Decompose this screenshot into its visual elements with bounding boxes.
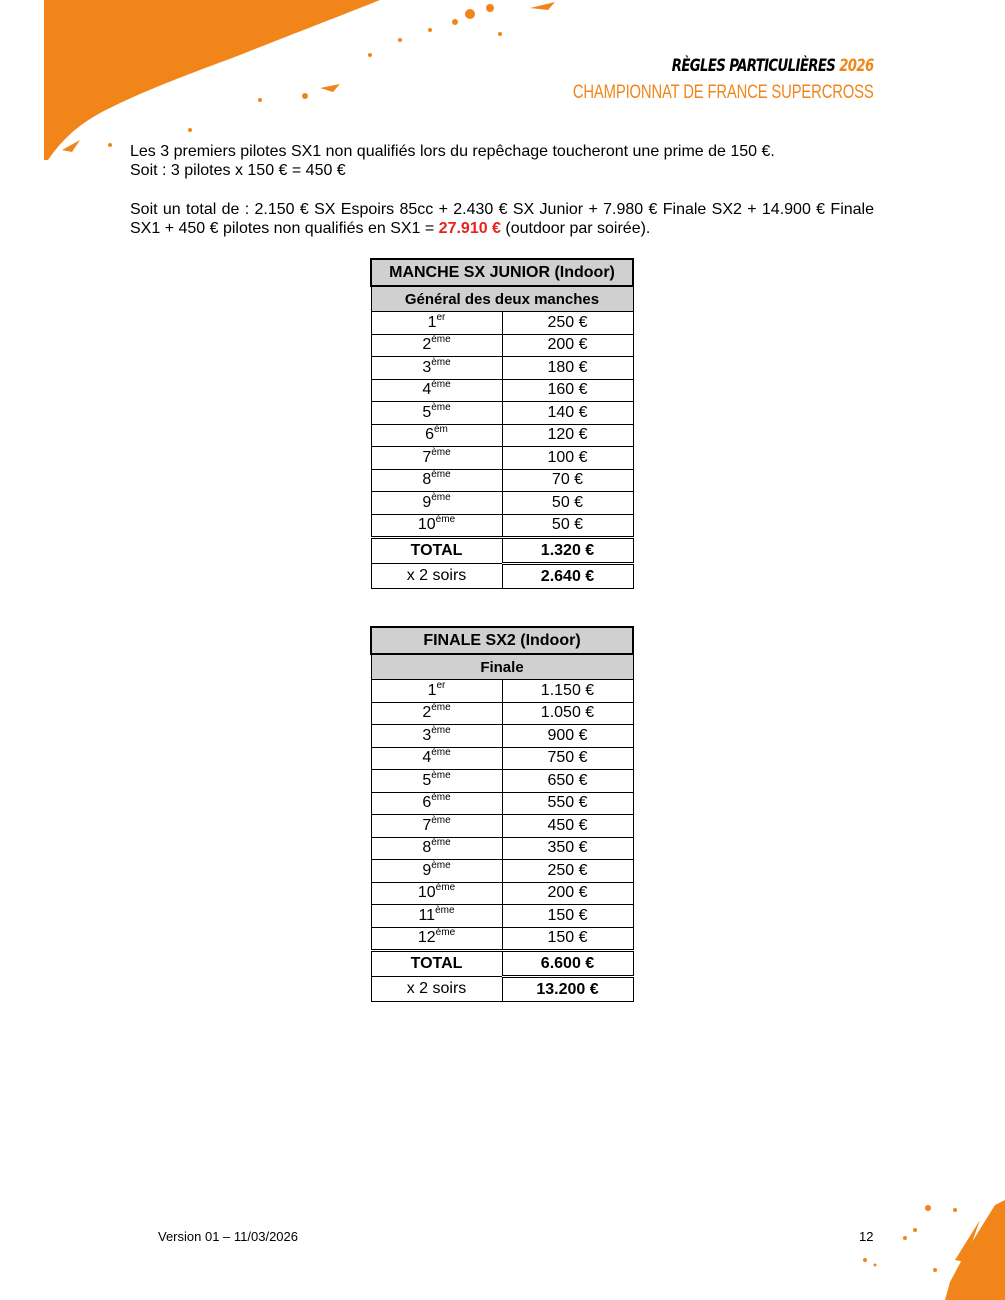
table-row [371, 815, 633, 838]
rank-suffix: er [436, 679, 446, 691]
rank-number: 12 [417, 929, 436, 947]
rank-suffix: èm [434, 424, 448, 436]
prize-value: 350 € [502, 837, 633, 860]
rank-cell [371, 837, 502, 860]
header-title-year: 2026 [839, 56, 874, 76]
rank-number: 2 [422, 336, 432, 354]
rank-number: 1 [427, 681, 437, 699]
rank-suffix: ème [431, 769, 451, 781]
soirs-label: x 2 soirs [371, 977, 502, 1002]
total-value: 1.320 € [502, 538, 633, 564]
table-row [371, 905, 633, 928]
total-value: 6.600 € [502, 951, 633, 977]
table-row [371, 882, 633, 905]
table-title: FINALE SX2 (Indoor) [371, 627, 633, 654]
prize-value: 140 € [502, 402, 633, 425]
rank-cell [371, 312, 502, 335]
rank-cell [371, 792, 502, 815]
soirs-label: x 2 soirs [371, 564, 502, 589]
table-manche-sx-junior [370, 258, 634, 589]
prize-value: 750 € [502, 747, 633, 770]
table-body [371, 259, 633, 312]
table-row [371, 680, 633, 703]
rank-number: 8 [422, 471, 432, 489]
rank-cell [371, 882, 502, 905]
prize-value: 100 € [502, 447, 633, 470]
table-title: MANCHE SX JUNIOR (Indoor) [371, 259, 633, 286]
prize-value: 550 € [502, 792, 633, 815]
table-rows [371, 680, 633, 951]
table-row [371, 770, 633, 793]
rank-suffix: ème [431, 724, 451, 736]
rank-suffix: ème [435, 927, 456, 939]
rank-number: 9 [422, 493, 432, 511]
prize-value: 1.050 € [502, 702, 633, 725]
rank-number: 10 [417, 516, 436, 534]
rank-number: 7 [422, 816, 432, 834]
table-row [371, 379, 633, 402]
prize-value: 450 € [502, 815, 633, 838]
rank-number: 3 [422, 726, 432, 744]
table-row [371, 702, 633, 725]
prize-value: 250 € [502, 312, 633, 335]
footer-version: Version 01 – 11/03/2026 [158, 1229, 298, 1244]
rank-number: 2 [422, 704, 432, 722]
rank-cell [371, 424, 502, 447]
rank-number: 9 [422, 861, 432, 879]
rank-cell [371, 905, 502, 928]
rank-suffix: ème [431, 837, 451, 849]
rank-suffix: ème [435, 514, 456, 526]
table-finale-sx2 [370, 626, 634, 1002]
header-subtitle: CHAMPIONNAT DE FRANCE SUPERCROSS [573, 82, 874, 103]
rank-number: 1 [427, 313, 437, 331]
rank-suffix: ème [435, 904, 455, 916]
rank-suffix: ème [431, 356, 451, 368]
rank-number: 6 [425, 426, 434, 444]
prize-value: 150 € [502, 905, 633, 928]
prize-value: 120 € [502, 424, 633, 447]
paragraph-total [130, 200, 874, 238]
table-footer [371, 538, 633, 589]
table-subtitle: Général des deux manches [371, 286, 633, 312]
rank-number: 5 [422, 403, 432, 421]
rank-cell [371, 469, 502, 492]
rank-number: 6 [422, 794, 432, 812]
prize-value: 150 € [502, 927, 633, 951]
rank-cell [371, 860, 502, 883]
rank-number: 3 [422, 358, 432, 376]
total-label: TOTAL [371, 951, 502, 977]
table-row [371, 837, 633, 860]
total-label: TOTAL [371, 538, 502, 564]
rank-cell [371, 747, 502, 770]
table-row [371, 927, 633, 951]
rank-cell [371, 927, 502, 951]
rank-suffix: ème [431, 747, 451, 759]
table-row [371, 725, 633, 748]
prize-value: 900 € [502, 725, 633, 748]
prize-value: 200 € [502, 882, 633, 905]
header-title-main: RÈGLES PARTICULIÈRES [672, 56, 836, 76]
rank-number: 11 [418, 906, 436, 924]
rank-suffix: ème [431, 792, 451, 804]
table-rows [371, 312, 633, 538]
rank-suffix: ème [435, 882, 456, 894]
orange-brush-splash-bottom [805, 1190, 1005, 1300]
rank-suffix: ème [431, 379, 451, 391]
table-body [371, 627, 633, 680]
rank-cell [371, 770, 502, 793]
rank-cell [371, 725, 502, 748]
header-title [573, 56, 874, 76]
rank-cell [371, 379, 502, 402]
table-row [371, 312, 633, 335]
rank-cell [371, 447, 502, 470]
table-row [371, 860, 633, 883]
rank-cell [371, 402, 502, 425]
rank-number: 8 [422, 839, 432, 857]
prize-value: 200 € [502, 334, 633, 357]
prize-value: 50 € [502, 514, 633, 538]
paragraph-line: Les 3 premiers pilotes SX1 non qualifiés lors du repêchage toucheront une prime de 150 €. [130, 143, 775, 160]
table-row [371, 792, 633, 815]
rank-suffix: ème [431, 469, 451, 481]
prize-value: 650 € [502, 770, 633, 793]
page-number: 12 [859, 1229, 874, 1244]
paragraph-total-suffix: (outdoor par soirée). [500, 220, 651, 237]
rank-cell [371, 334, 502, 357]
prize-value: 160 € [502, 379, 633, 402]
table-row [371, 402, 633, 425]
table-row [371, 424, 633, 447]
prize-value: 250 € [502, 860, 633, 883]
rank-cell [371, 702, 502, 725]
rank-number: 5 [422, 771, 432, 789]
table-row [371, 357, 633, 380]
table-subtitle: Finale [371, 654, 633, 680]
table-row [371, 469, 633, 492]
total-amount-highlight: 27.910 € [438, 220, 501, 237]
table-row [371, 747, 633, 770]
rank-suffix: er [436, 311, 446, 323]
paragraph-total-text: Soit un total de : 2.150 € SX Espoirs 85cc + 2.430 € SX Junior + 7.980 € Finale SX2 + 14.900 € Finale SX1 + 450 € pilotes non qualifiés en SX1 = [130, 201, 874, 237]
rank-suffix: ème [431, 814, 451, 826]
rank-number: 4 [422, 749, 432, 767]
rank-suffix: ème [431, 702, 451, 714]
soirs-value: 13.200 € [502, 977, 633, 1002]
rank-suffix: ème [431, 446, 451, 458]
rank-number: 10 [417, 884, 436, 902]
rank-cell [371, 492, 502, 515]
prize-value: 70 € [502, 469, 633, 492]
rank-suffix: ème [431, 334, 451, 346]
prize-value: 180 € [502, 357, 633, 380]
table-footer [371, 951, 633, 1002]
rank-suffix: ème [431, 859, 451, 871]
rank-suffix: ème [431, 401, 451, 413]
soirs-value: 2.640 € [502, 564, 633, 589]
table-row [371, 514, 633, 538]
prize-value: 50 € [502, 492, 633, 515]
document-header [488, 56, 874, 104]
table-row [371, 447, 633, 470]
table-row [371, 334, 633, 357]
table-row [371, 492, 633, 515]
rank-suffix: ème [431, 491, 451, 503]
paragraph-line: Soit : 3 pilotes x 150 € = 450 € [130, 162, 346, 179]
rank-cell [371, 514, 502, 538]
rank-number: 7 [422, 448, 432, 466]
prize-value: 1.150 € [502, 680, 633, 703]
rank-cell [371, 680, 502, 703]
paragraph-prime-non-qualifies [130, 142, 874, 180]
rank-cell [371, 815, 502, 838]
rank-cell [371, 357, 502, 380]
rank-number: 4 [422, 381, 432, 399]
